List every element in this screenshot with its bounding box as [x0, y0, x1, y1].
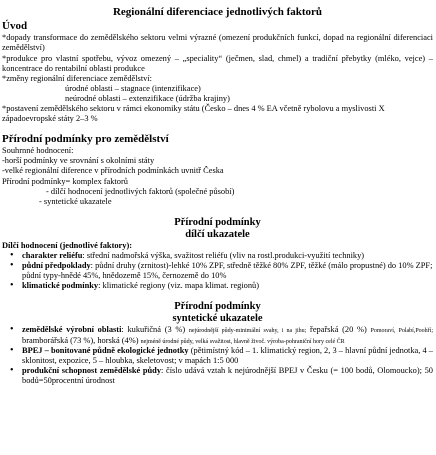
dilci-bullet-pudy — [2, 261, 433, 281]
dilci-subheading: Dílčí hodnocení (jednotlivé faktory): — [2, 240, 133, 250]
prirodni-line-2: -horší podmínky ve srovnání s okolními státy — [2, 156, 155, 166]
bullet-term: zemědělské výrobní oblasti — [22, 325, 122, 335]
bullet-term: půdní předpoklady — [22, 261, 91, 271]
section-heading-prirodni: Přírodní podmínky pro zemědělství — [2, 133, 169, 146]
bullet-note: nejméně úrodné půdy, velká svažitost, hlavně živoč. výroba-pohraniční hory celé ČR — [140, 338, 345, 345]
bullet-text: (pětimístný kód – 1. klimatický region, 2, 3 – hlavní půdní jednotka, 4 – sklonitost, expozice, 5 – hloubka, skeletovost; v mapách 1:5 000 — [22, 345, 433, 365]
uvod-paragraph-2: *produkce pro vlastní spotřebu, vývoz omezený – „speciality“ (ječmen, slad, chmel) a tradiční přebytky (mléko, vejce) – koncentrace do rentabilní oblasti produkce — [2, 53, 433, 73]
synteticke-heading-line-1: Přírodní podmínky — [174, 301, 261, 313]
dilci-bullet-relief — [2, 251, 433, 261]
bullet-term: charakter reliéfu — [22, 250, 83, 260]
uvod-paragraph-1: *dopady transformace do zemědělského sektoru velmi výrazné (omezení produkčních funkcí, dopad na regionální diferenciaci zemědělství) — [2, 33, 433, 53]
section-heading-uvod: Úvod — [2, 20, 28, 33]
dilci-heading — [2, 217, 433, 241]
bullet-term: produkční schopnost zemědělské půdy — [22, 365, 162, 375]
dilci-bullet-klima — [2, 281, 433, 291]
bullet-text: : číslo udává vztah k nejúrodnější BPEJ v Česku (= 100 bodů, Olomoucko); 50 bodů=50procentní úrodnost — [22, 365, 433, 385]
prirodni-line-4: Přírodní podmínky= komplex faktorů — [2, 176, 128, 186]
uvod-paragraph-3: *změny regionální diferenciace zemědělství: — [2, 73, 152, 83]
synteticke-bullet-bpej — [2, 346, 433, 366]
bullet-note: Pomoraví, Polabí,Poohří; — [370, 328, 433, 335]
synteticke-heading — [2, 301, 433, 325]
bullet-text: : kukuřičná (3 %) — [121, 325, 186, 335]
prirodni-line-3: -velké regionální diference v přírodních podmínkách uvnitř Česka — [2, 166, 224, 176]
bullet-term: klimatické podmínky — [22, 281, 99, 291]
document-title: Regionální diferenciace jednotlivých faktorů — [112, 6, 323, 18]
synteticke-heading-line-2: syntetické ukazatele — [172, 313, 263, 325]
bullet-text: : klimatické regiony (viz. mapa klimat. regionů) — [98, 281, 260, 291]
bullet-note: nejúrodnější půdy-minimální svahy, i na jihu; — [188, 328, 307, 335]
bullet-text: : střední nadmořská výška, svažitost reliéfu (vliv na rostl.produkci-využití techniky) — [82, 250, 365, 260]
bullet-text: řepařská (20 %) — [310, 325, 367, 335]
prirodni-line-5: - dílčí hodnocení jednotlivých faktorů (společné působí) — [46, 186, 235, 196]
prirodni-line-1: Souhrnné hodnocení: — [2, 146, 74, 156]
uvod-paragraph-3b: neúrodné oblasti – extenzifikace (údržba krajiny) — [65, 93, 230, 103]
synteticke-bullet-produkcni-schopnost — [2, 366, 433, 386]
uvod-paragraph-4: *postavení zemědělského sektoru v rámci ekonomiky státu (Česko – dnes 4 % EA včetně rybolovu a myslivosti X západoevropské státy 2–3 % — [2, 103, 385, 123]
prirodni-line-6: - syntetické ukazatele — [39, 196, 112, 206]
dilci-heading-line-1: Přírodní podmínky — [174, 216, 261, 228]
bullet-text: : půdní druhy (zrnitost)-lehké 10% ZPF, středně těžké 80% ZPF, těžké (málo propustné) do 10% ZPF; půdní typy-hnědé 45%, hnědozemě 15%, černozemě do 10% — [22, 261, 433, 281]
uvod-paragraph-3a: úrodné oblasti – stagnace (intenzifikace) — [65, 83, 201, 93]
bullet-text: bramborářská (73 %), horská (4%) — [22, 335, 139, 345]
bullet-term: BPEJ – bonitované půdně ekologické jednotky — [22, 345, 189, 355]
dilci-heading-line-2: dílčí ukazatele — [185, 228, 250, 240]
synteticke-bullet-vyrobni-oblasti — [2, 325, 433, 345]
